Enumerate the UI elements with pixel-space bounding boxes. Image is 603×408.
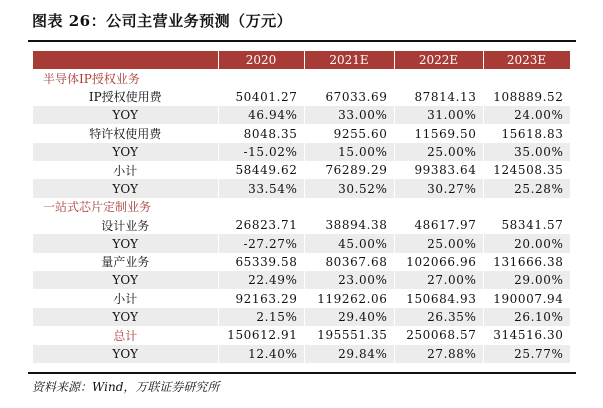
value-cell: 27.00% <box>394 271 483 289</box>
value-cell: 195551.35 <box>304 326 394 344</box>
section-row <box>33 198 570 216</box>
table-row <box>33 161 570 179</box>
section-row <box>33 69 570 87</box>
value-cell: 25.77% <box>483 345 570 363</box>
value-cell: 45.00% <box>304 234 394 252</box>
value-cell: 22.49% <box>218 271 304 289</box>
value-cell: 12.40% <box>218 345 304 363</box>
forecast-table <box>33 51 571 363</box>
value-cell: 124508.35 <box>483 161 570 179</box>
value-cell: 30.52% <box>304 179 394 197</box>
value-cell: 314516.30 <box>483 326 570 344</box>
header-cell: 2023E <box>483 51 570 69</box>
value-cell: 29.00% <box>483 271 570 289</box>
row-label: YOY <box>33 234 218 252</box>
value-cell: 15.00% <box>304 143 394 161</box>
value-cell: 150684.93 <box>394 289 483 307</box>
value-cell: 20.00% <box>483 234 570 252</box>
table-row <box>33 345 570 363</box>
value-cell: 25.28% <box>483 179 570 197</box>
value-cell: 25.00% <box>394 143 483 161</box>
row-label: IP授权使用费 <box>33 88 218 106</box>
value-cell: 80367.68 <box>304 253 394 271</box>
header-cell: 2021E <box>304 51 394 69</box>
top-rule <box>28 40 576 42</box>
row-label: 设计业务 <box>33 216 218 234</box>
table-row <box>33 179 570 197</box>
table-row <box>33 271 570 289</box>
table-row <box>33 124 570 142</box>
value-cell: 27.88% <box>394 345 483 363</box>
value-cell: 38894.38 <box>304 216 394 234</box>
value-cell: 67033.69 <box>304 88 394 106</box>
row-label: 小计 <box>33 289 218 307</box>
table-row <box>33 308 570 326</box>
row-label: YOY <box>33 308 218 326</box>
row-label: YOY <box>33 143 218 161</box>
value-cell: 76289.29 <box>304 161 394 179</box>
value-cell: 119262.06 <box>304 289 394 307</box>
value-cell: 11569.50 <box>394 124 483 142</box>
value-cell: 131666.38 <box>483 253 570 271</box>
source-note: 资料来源：Wind，万联证券研究所 <box>32 380 220 394</box>
value-cell: 250068.57 <box>394 326 483 344</box>
value-cell: 87814.13 <box>394 88 483 106</box>
value-cell: 25.00% <box>394 234 483 252</box>
table-body <box>33 69 570 363</box>
table-row <box>33 289 570 307</box>
header-cell: 2022E <box>394 51 483 69</box>
value-cell: 30.27% <box>394 179 483 197</box>
value-cell: 26.35% <box>394 308 483 326</box>
table-row <box>33 88 570 106</box>
header-cell: 2020 <box>218 51 304 69</box>
table-row <box>33 253 570 271</box>
row-label: 小计 <box>33 161 218 179</box>
value-cell: 150612.91 <box>218 326 304 344</box>
value-cell: 2.15% <box>218 308 304 326</box>
table-row <box>33 106 570 124</box>
value-cell: 8048.35 <box>218 124 304 142</box>
value-cell: 190007.94 <box>483 289 570 307</box>
table-row <box>33 216 570 234</box>
table-row <box>33 234 570 252</box>
bottom-rule <box>28 372 576 374</box>
value-cell: 58341.57 <box>483 216 570 234</box>
figure-title: 图表 26：公司主营业务预测（万元） <box>32 12 293 30</box>
row-label: YOY <box>33 271 218 289</box>
value-cell: 15618.83 <box>483 124 570 142</box>
row-label: YOY <box>33 106 218 124</box>
value-cell: 108889.52 <box>483 88 570 106</box>
value-cell: 24.00% <box>483 106 570 124</box>
value-cell: 65339.58 <box>218 253 304 271</box>
value-cell: 33.54% <box>218 179 304 197</box>
section-label: 半导体IP授权业务 <box>33 69 570 87</box>
value-cell: 58449.62 <box>218 161 304 179</box>
value-cell: -27.27% <box>218 234 304 252</box>
value-cell: 26.10% <box>483 308 570 326</box>
table-row <box>33 143 570 161</box>
value-cell: 92163.29 <box>218 289 304 307</box>
value-cell: 35.00% <box>483 143 570 161</box>
row-label: YOY <box>33 345 218 363</box>
row-label: YOY <box>33 179 218 197</box>
value-cell: 29.40% <box>304 308 394 326</box>
value-cell: 50401.27 <box>218 88 304 106</box>
row-label: 总计 <box>33 326 218 344</box>
value-cell: 99383.64 <box>394 161 483 179</box>
table-header-row <box>33 51 570 69</box>
value-cell: 48617.97 <box>394 216 483 234</box>
table-row <box>33 326 570 344</box>
value-cell: 23.00% <box>304 271 394 289</box>
row-label: 特许权使用费 <box>33 124 218 142</box>
value-cell: 46.94% <box>218 106 304 124</box>
header-cell <box>33 51 218 69</box>
value-cell: -15.02% <box>218 143 304 161</box>
value-cell: 33.00% <box>304 106 394 124</box>
value-cell: 102066.96 <box>394 253 483 271</box>
value-cell: 26823.71 <box>218 216 304 234</box>
value-cell: 29.84% <box>304 345 394 363</box>
row-label: 量产业务 <box>33 253 218 271</box>
value-cell: 9255.60 <box>304 124 394 142</box>
value-cell: 31.00% <box>394 106 483 124</box>
section-label: 一站式芯片定制业务 <box>33 198 570 216</box>
